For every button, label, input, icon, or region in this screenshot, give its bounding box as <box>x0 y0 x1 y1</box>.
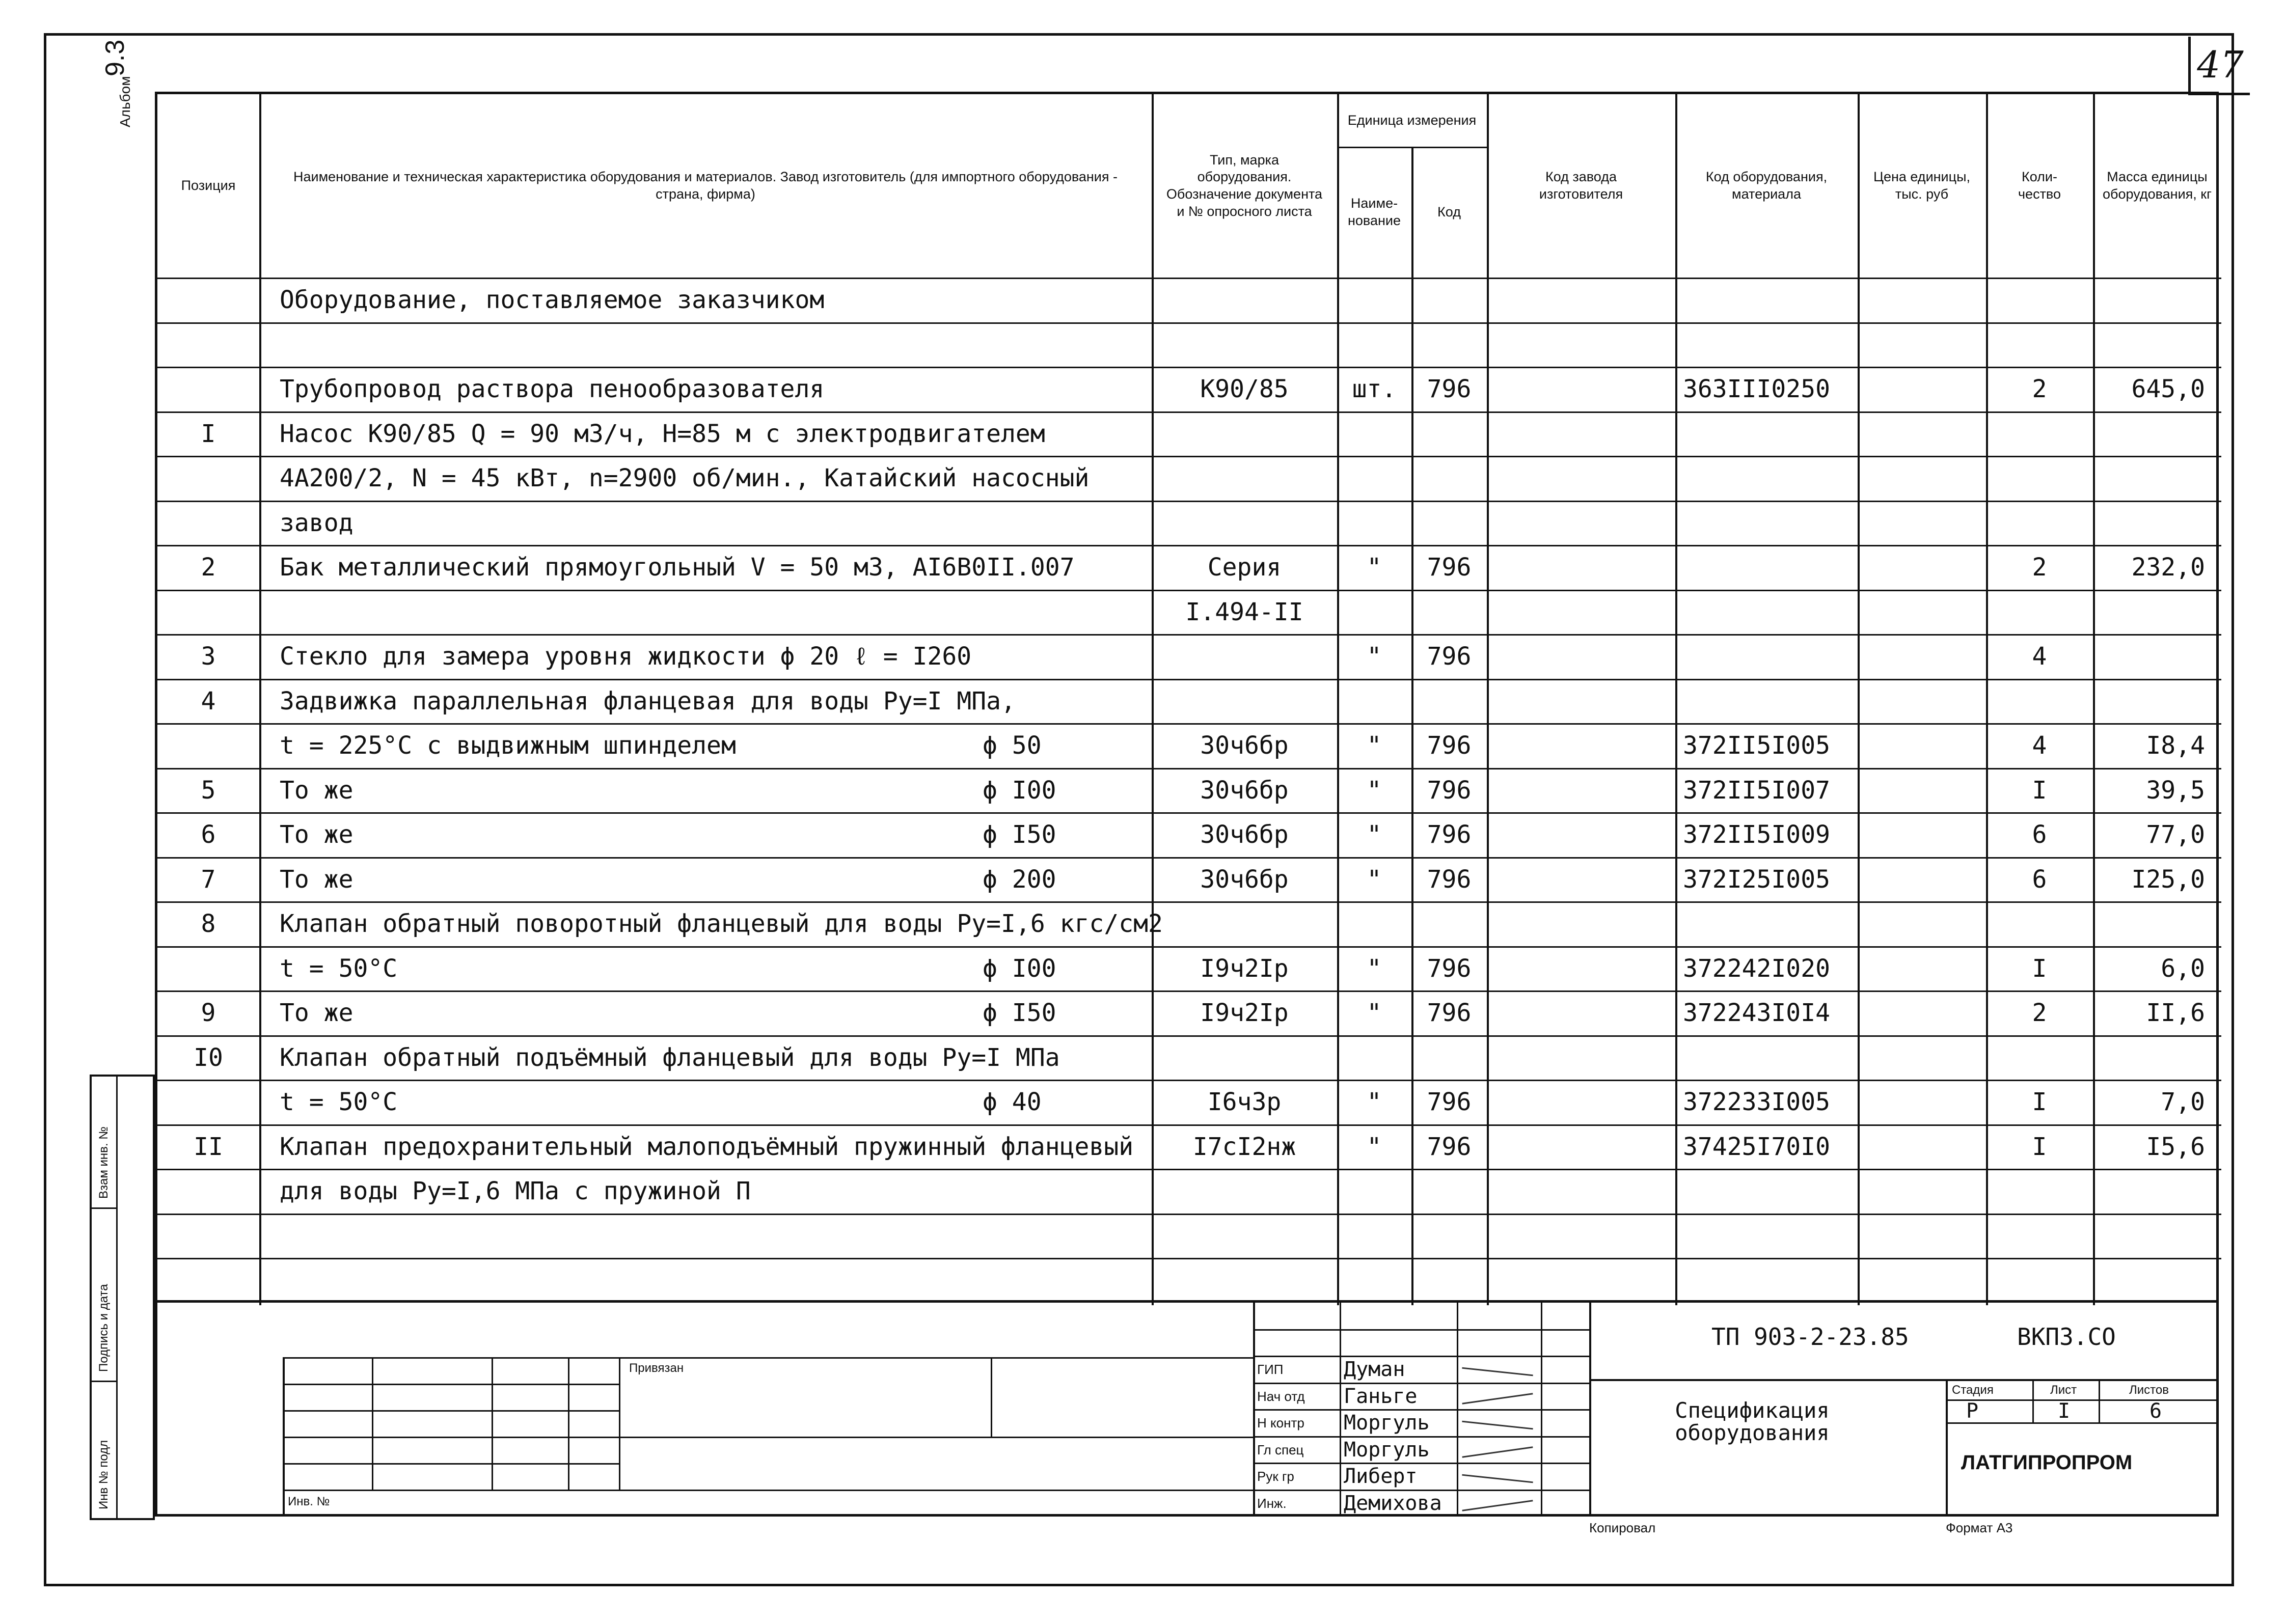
cell-dn: ϕ I50 <box>983 820 1056 849</box>
cell-name: Оборудование, поставляемое заказчиком <box>280 286 825 314</box>
row-line <box>157 367 2221 368</box>
signer-role: Гл спец <box>1257 1442 1304 1457</box>
col-line <box>1411 147 1413 1305</box>
cell-code: 796 <box>1427 999 1472 1027</box>
cell-qty: I <box>2032 776 2047 805</box>
cell-unit: " <box>1367 954 1382 983</box>
cell-equip: 372I25I005 <box>1683 865 1830 894</box>
project-code: ТП 903-2-23.85 <box>1711 1323 1909 1351</box>
header-mass: Масса единицы оборудования, кг <box>2103 169 2212 202</box>
cell-unit: " <box>1367 1132 1382 1161</box>
cell-type: I6ч3р <box>1207 1088 1282 1116</box>
row-line <box>157 1080 2221 1081</box>
cell-code: 796 <box>1427 553 1472 582</box>
cell-pos: 7 <box>201 865 216 894</box>
sheet-label: Лист <box>2050 1383 2077 1397</box>
cell-dn: ϕ I00 <box>983 954 1056 983</box>
side-label-signature: Подпись и дата <box>97 1284 111 1372</box>
copied-label: Копировал <box>1589 1520 1656 1535</box>
header-equip-code: Код оборудования, материала <box>1705 169 1828 202</box>
cell-name: То же <box>280 865 353 894</box>
sheets-label: Листов <box>2129 1383 2169 1397</box>
album-label-block <box>97 25 153 127</box>
cell-code: 796 <box>1427 1132 1472 1161</box>
cell-equip: 372242I020 <box>1683 954 1830 983</box>
cell-type: 30ч6бр <box>1200 731 1289 760</box>
row-line <box>157 1258 2221 1259</box>
signer-line <box>1253 1383 1589 1384</box>
cell-pos: 8 <box>201 910 216 938</box>
cell-code: 796 <box>1427 954 1472 983</box>
cell-equip: 372243I0I4 <box>1683 999 1830 1027</box>
cell-qty: 2 <box>2032 375 2047 403</box>
cell-name: То же <box>280 776 353 805</box>
cell-mass: 7,0 <box>2161 1088 2205 1116</box>
cell-type: I9ч2Iр <box>1200 999 1289 1027</box>
inv-label: Инв. № <box>288 1495 330 1508</box>
album-label: Альбом <box>117 76 133 127</box>
grid-vline <box>568 1357 569 1490</box>
grid-line <box>283 1437 1253 1438</box>
cell-pos: 3 <box>201 642 216 671</box>
cell-equip: 363III0250 <box>1683 375 1830 403</box>
signer-line <box>1253 1409 1589 1411</box>
row-line <box>157 723 2221 725</box>
grid-vline <box>2032 1379 2034 1422</box>
cell-type: 30ч6бр <box>1200 820 1289 849</box>
cell-equip: 372II5I007 <box>1683 776 1830 805</box>
cell-unit: " <box>1367 820 1382 849</box>
cell-dn: ϕ I50 <box>983 999 1056 1027</box>
cell-pos: I0 <box>194 1043 223 1072</box>
organization: ЛАТГИПРОПРОМ <box>1961 1451 2133 1474</box>
specification-table <box>155 92 2219 1303</box>
signer-name: Моргуль <box>1344 1411 1430 1435</box>
side-label-replace: Взам инв. № <box>97 1126 111 1199</box>
signature-mark <box>1462 1474 1533 1483</box>
cell-mass: 232,0 <box>2131 553 2205 582</box>
grid-line <box>283 1357 1253 1359</box>
cell-pos: 9 <box>201 999 216 1027</box>
sheet-value: I <box>2058 1399 2071 1423</box>
cell-unit: " <box>1367 776 1382 805</box>
row-line <box>157 946 2221 948</box>
cell-qty: 6 <box>2032 865 2047 894</box>
cell-qty: 2 <box>2032 553 2047 582</box>
cell-name: Насос К90/85 Q = 90 м3/ч, Н=85 м с электродвигателем <box>280 419 1045 448</box>
album-number: 9.3 <box>100 39 130 76</box>
signature-mark <box>1462 1446 1533 1457</box>
cell-code: 796 <box>1427 776 1472 805</box>
cell-mass: 6,0 <box>2161 954 2205 983</box>
cell-name: Стекло для замера уровня жидкости ϕ 20 ℓ = I260 <box>280 642 972 671</box>
cell-type: I7сI2нж <box>1192 1132 1296 1161</box>
cell-mass: I8,4 <box>2146 731 2205 760</box>
cell-name: t = 50°С <box>280 954 398 983</box>
cell-type: I9ч2Iр <box>1200 954 1289 983</box>
cell-type: К90/85 <box>1200 375 1289 403</box>
cell-qty: 4 <box>2032 642 2047 671</box>
cell-equip: 372II5I005 <box>1683 731 1830 760</box>
signer-name: Моргуль <box>1344 1438 1430 1462</box>
cell-code: 796 <box>1427 820 1472 849</box>
cell-unit: " <box>1367 865 1382 894</box>
cell-type: 30ч6бр <box>1200 865 1289 894</box>
cell-name: Трубопровод раствора пенообразователя <box>280 375 825 403</box>
cell-mass: I25,0 <box>2131 865 2205 894</box>
document-title: Спецификация оборудования <box>1675 1398 1830 1446</box>
row-line <box>157 590 2221 591</box>
header-price: Цена единицы, тыс. руб <box>1873 169 1971 202</box>
signature-mark <box>1462 1367 1533 1377</box>
row-line <box>157 1214 2221 1215</box>
row-line <box>157 1035 2221 1037</box>
sheets-value: 6 <box>2149 1399 2162 1423</box>
stamp-right <box>1589 1303 2219 1517</box>
cell-pos: 2 <box>201 553 216 582</box>
row-line <box>157 501 2221 502</box>
grid-vline <box>991 1357 992 1437</box>
binding-grid <box>283 1357 1253 1517</box>
row-line <box>157 411 2221 413</box>
signer-name: Либерт <box>1344 1465 1418 1489</box>
grid-vline <box>619 1357 620 1490</box>
cell-name: Клапан обратный подъёмный фланцевый для воды Ру=I МПа <box>280 1043 1060 1072</box>
header-qty: Коли- чество <box>2018 169 2061 202</box>
cell-name: Задвижка параллельная фланцевая для воды Ру=I МПа, <box>280 686 1016 715</box>
cell-dn: ϕ 50 <box>983 731 1042 760</box>
cell-qty: I <box>2032 954 2047 983</box>
bound-label: Привязан <box>629 1361 684 1375</box>
stage-value: Р <box>1966 1399 1979 1423</box>
cell-name: Клапан предохранительный малоподъёмный пружинный фланцевый <box>280 1132 1134 1161</box>
cell-unit: " <box>1367 1088 1382 1116</box>
cell-dn: ϕ 200 <box>983 865 1056 894</box>
cell-equip: 37425I70I0 <box>1683 1132 1830 1161</box>
signer-name: Ганьге <box>1344 1384 1418 1408</box>
row-line <box>157 322 2221 324</box>
cell-mass: 39,5 <box>2146 776 2205 805</box>
side-cell-replace <box>92 1077 116 1209</box>
signer-role: ГИП <box>1257 1362 1284 1377</box>
set-code: ВКПЗ.СО <box>2017 1323 2116 1351</box>
cell-code: 796 <box>1427 865 1472 894</box>
side-strip-divider <box>116 1077 118 1518</box>
row-line <box>157 634 2221 636</box>
grid-line <box>1253 1356 1589 1357</box>
cell-qty: 4 <box>2032 731 2047 760</box>
signature-mark <box>1462 1500 1533 1511</box>
cell-unit: шт. <box>1352 375 1397 403</box>
cell-code: 796 <box>1427 375 1472 403</box>
sheet-number: 47 <box>2188 37 2250 95</box>
cell-dn: ϕ 40 <box>983 1088 1042 1116</box>
signer-role: Инж. <box>1257 1496 1287 1511</box>
signature-mark <box>1462 1393 1533 1404</box>
row-line <box>157 901 2221 903</box>
header-position: Позиция <box>181 178 236 194</box>
signer-role: Рук гр <box>1257 1469 1294 1484</box>
row-line <box>157 812 2221 814</box>
signer-role: Нач отд <box>1257 1388 1305 1404</box>
grid-vline <box>283 1357 285 1517</box>
signer-role: Н контр <box>1257 1415 1304 1431</box>
cell-qty: I <box>2032 1132 2047 1161</box>
side-cell-signature <box>92 1209 116 1382</box>
row-line <box>157 545 2221 546</box>
cell-code: 796 <box>1427 731 1472 760</box>
row-line <box>157 456 2221 457</box>
grid-vline <box>492 1357 493 1490</box>
header-unit-code: Код <box>1437 204 1461 219</box>
row-line <box>157 857 2221 859</box>
row-line <box>157 1169 2221 1170</box>
cell-name: Бак металлический прямоугольный V = 50 м3, АI6В0II.007 <box>280 553 1075 582</box>
cell-code: 796 <box>1427 1088 1472 1116</box>
grid-vline <box>372 1357 373 1490</box>
signer-name: Демихова <box>1344 1492 1442 1515</box>
cell-unit: " <box>1367 731 1382 760</box>
cell-type: Серия <box>1207 553 1282 582</box>
side-approval-strip <box>90 1075 155 1520</box>
row-line <box>157 1124 2221 1126</box>
cell-name: для воды Ру=I,6 МПа с пружиной П <box>280 1177 751 1205</box>
header-name: Наименование и техническая характеристика оборудования и материалов. Завод изготовитель (для импортного оборудования - страна, фирма) <box>293 169 1118 202</box>
grid-line <box>1946 1422 2219 1424</box>
cell-unit: " <box>1367 553 1382 582</box>
grid-line <box>1253 1329 1589 1331</box>
signer-line <box>1253 1490 1589 1491</box>
side-cell-inventory <box>92 1382 116 1518</box>
cell-unit: " <box>1367 999 1382 1027</box>
stage-label: Стадия <box>1952 1383 1994 1397</box>
cell-name: Клапан обратный поворотный фланцевый для воды Ру=I,6 кгс/см2 <box>280 910 1163 938</box>
cell-qty: 2 <box>2032 999 2047 1027</box>
cell-pos: II <box>194 1132 223 1161</box>
grid-line <box>283 1490 1253 1491</box>
cell-unit: " <box>1367 642 1382 671</box>
grid-vline <box>2099 1379 2100 1422</box>
cell-equip: 372233I005 <box>1683 1088 1830 1116</box>
header-maker-code: Код завода изготовителя <box>1539 169 1623 202</box>
cell-dn: ϕ I00 <box>983 776 1056 805</box>
cell-qty: I <box>2032 1088 2047 1116</box>
header-unit-group: Единица измерения <box>1347 112 1477 128</box>
signature-mark <box>1462 1421 1533 1430</box>
row-line <box>157 278 2221 279</box>
grid-line <box>1946 1399 2219 1401</box>
format-label: Формат А3 <box>1946 1520 2013 1535</box>
grid-line <box>1589 1379 2219 1381</box>
row-line <box>157 768 2221 769</box>
signer-name: Думан <box>1344 1358 1405 1381</box>
cell-mass: 77,0 <box>2146 820 2205 849</box>
row-line <box>157 679 2221 680</box>
cell-code: 796 <box>1427 642 1472 671</box>
col-line <box>259 94 261 1305</box>
cell-pos: 6 <box>201 820 216 849</box>
side-label-inventory: Инв № подл <box>97 1440 111 1509</box>
signers-block <box>1253 1303 1589 1517</box>
cell-name: t = 225°С с выдвижным шпинделем <box>280 731 736 760</box>
signer-line <box>1253 1436 1589 1438</box>
cell-equip: 372II5I009 <box>1683 820 1830 849</box>
cell-qty: 6 <box>2032 820 2047 849</box>
cell-pos: 4 <box>201 686 216 715</box>
cell-mass: I5,6 <box>2146 1132 2205 1161</box>
cell-type: 30ч6бр <box>1200 776 1289 805</box>
cell-name: То же <box>280 820 353 849</box>
cell-pos: I <box>201 419 216 448</box>
cell-name: завод <box>280 508 353 537</box>
cell-name: t = 50°С <box>280 1088 398 1116</box>
cell-type: I.494-II <box>1185 597 1303 626</box>
signer-line <box>1253 1463 1589 1464</box>
cell-mass: 645,0 <box>2131 375 2205 403</box>
cell-pos: 5 <box>201 776 216 805</box>
header-type: Тип, марка оборудования. Обозначение документа и № опросного листа <box>1166 152 1323 219</box>
row-line <box>157 990 2221 992</box>
cell-name: То же <box>280 999 353 1027</box>
header-unit-name: Наиме- нование <box>1348 195 1401 228</box>
cell-name: 4А200/2, N = 45 кВт, n=2900 об/мин., Катайский насосный <box>280 464 1090 492</box>
cell-mass: II,6 <box>2146 999 2205 1027</box>
